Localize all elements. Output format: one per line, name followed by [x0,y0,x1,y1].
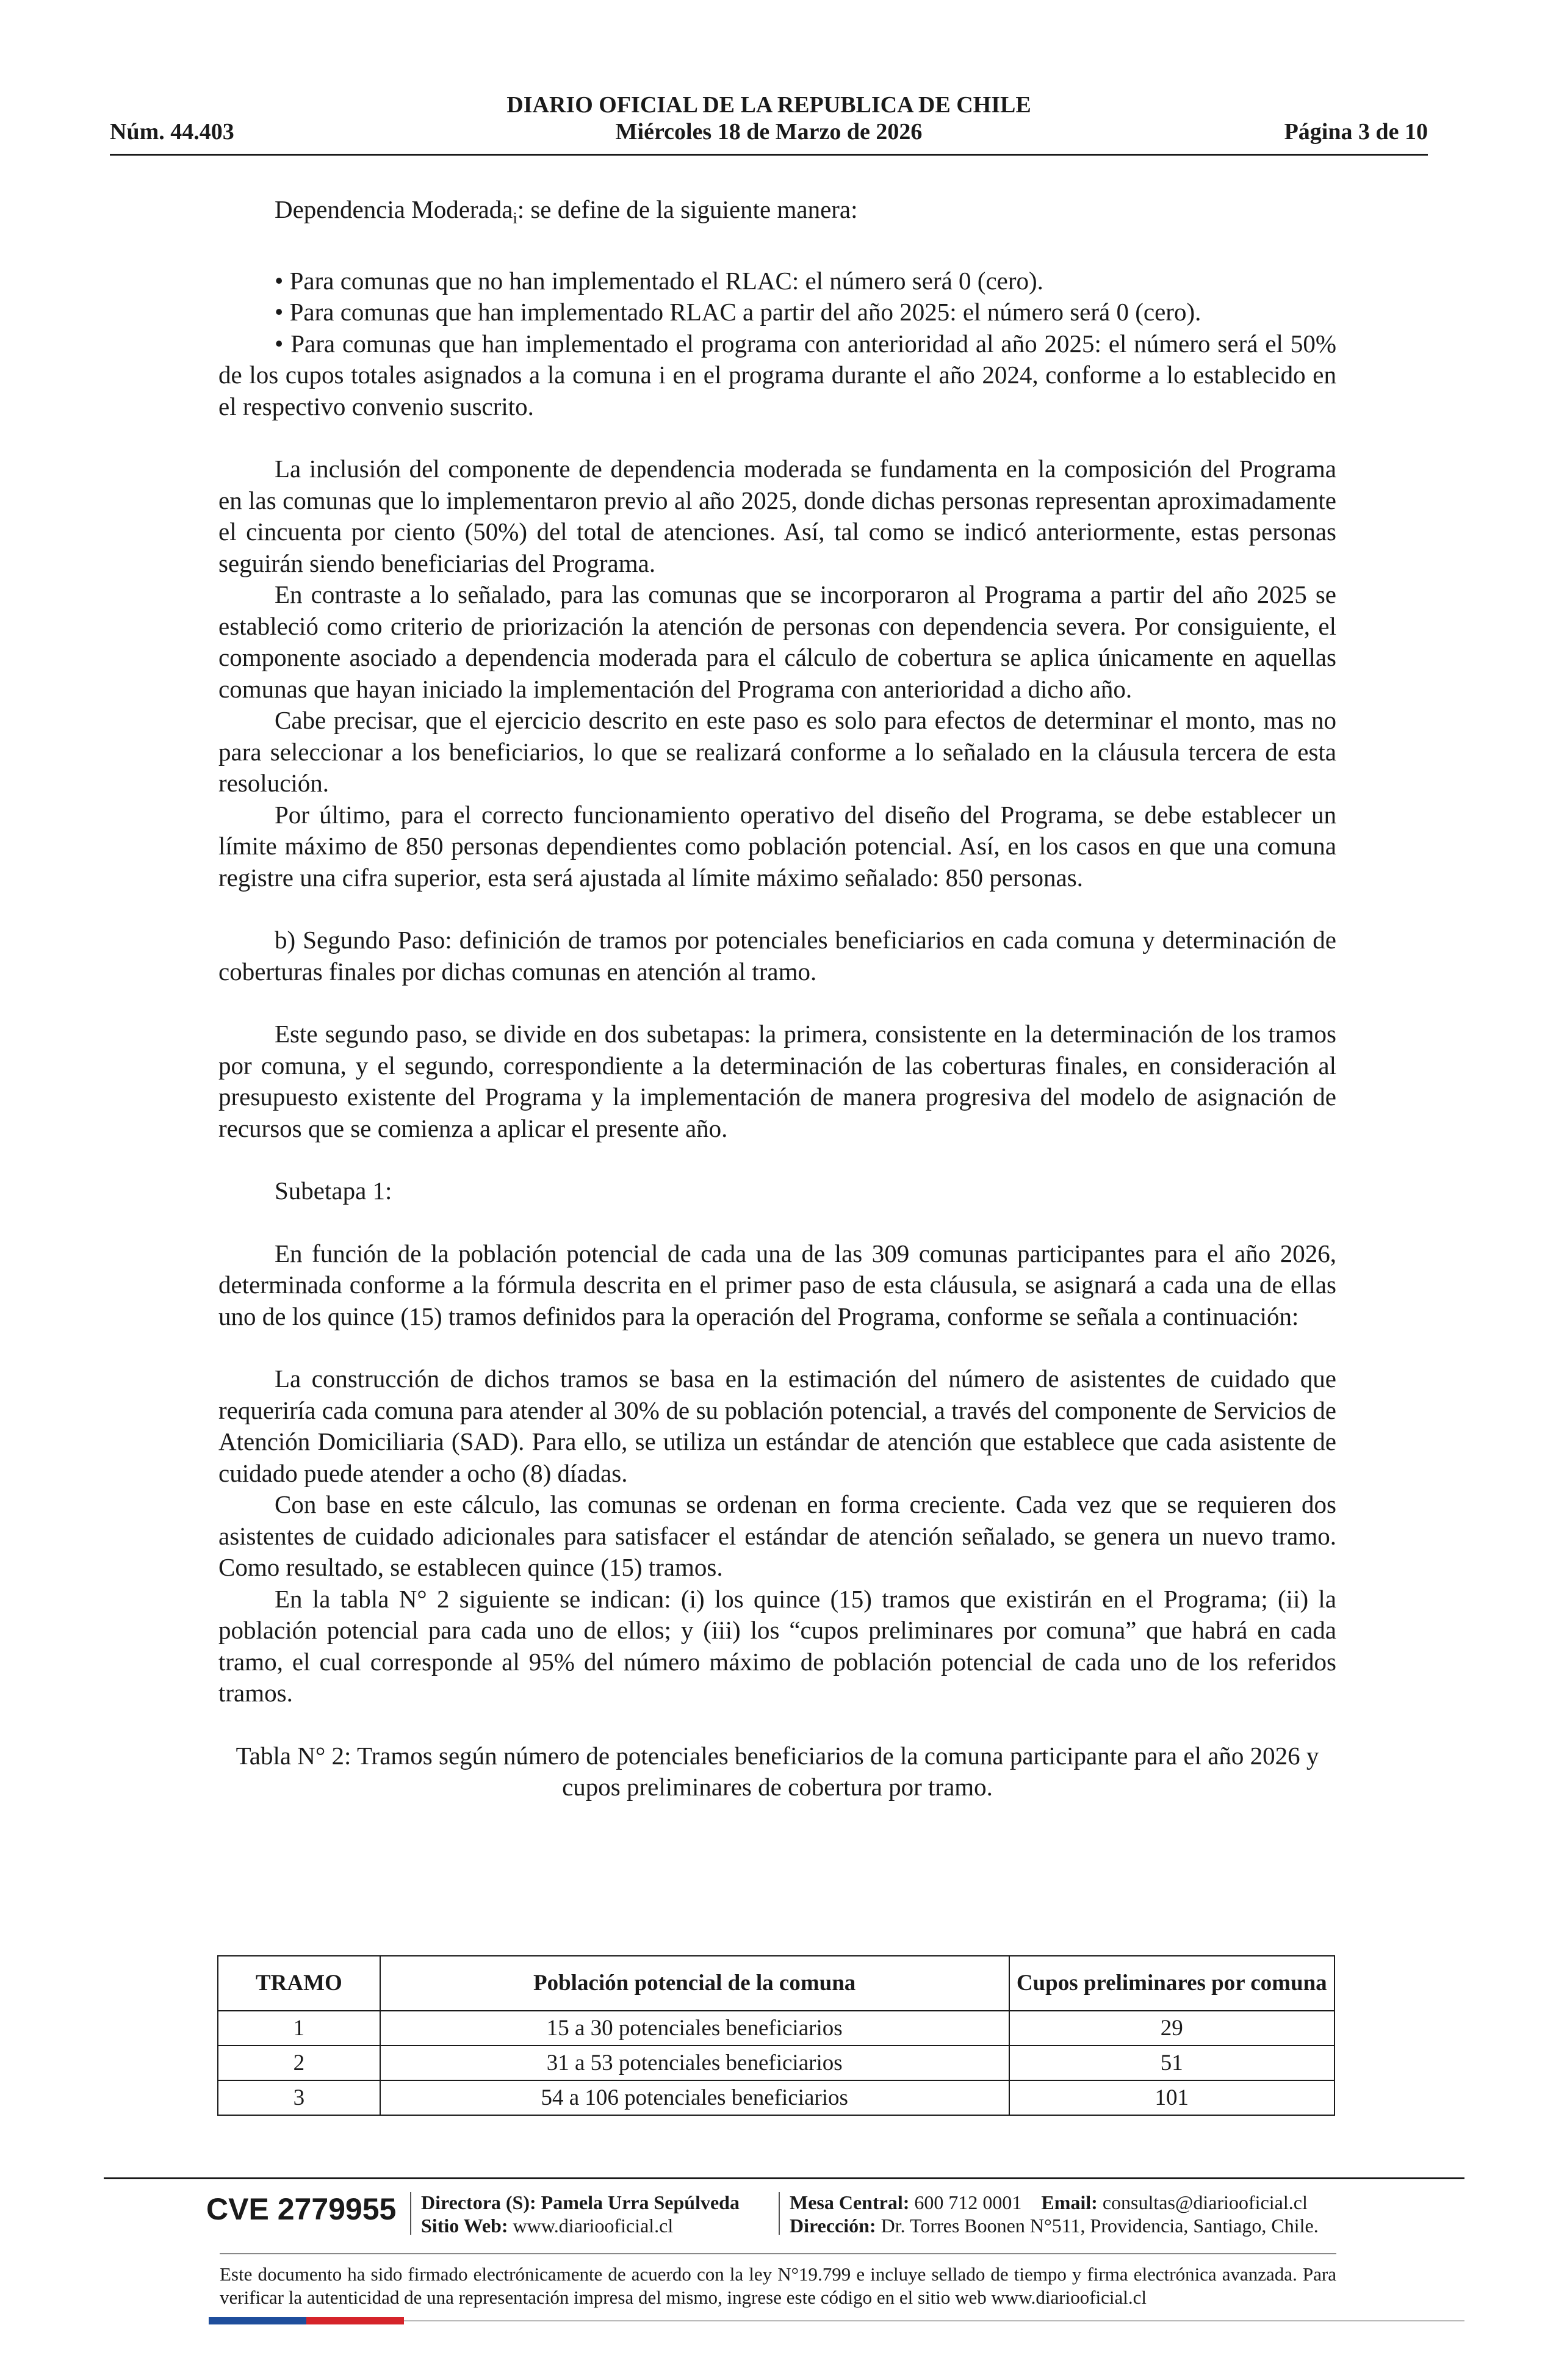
bullet-item: • Para comunas que no han implementado el RLAC: el número será 0 (cero). [275,266,1043,295]
footer-separator [410,2192,411,2235]
paragraph: La construcción de dichos tramos se basa en la estimación del número de asistentes de cuidado que requeriría cada comuna para atender al 30% de su población potencial, a través del componente de Servicios de Atención Domiciliaria (SAD). Para ello, se utiliza un estándar de atención que establece que cada asistente de cuidado puede atender a ocho (8) díadas. [218,1365,1336,1487]
cell-poblacion: 31 a 53 potenciales beneficiarios [380,2046,1009,2080]
term-description: : se define de la siguiente manera: [517,195,858,223]
director-name: Pamela Urra Sepúlveda [541,2191,740,2213]
footer-divider-secondary [220,2253,1336,2254]
paragraph: Cabe precisar, que el ejercicio descrito en este paso es solo para efectos de determinar el monto, mas no para seleccionar a los beneficiarios, lo que se realizará conforme a lo señalado en la cláusula tercera de esta resolución. [218,706,1336,798]
table-row [218,2046,1334,2080]
cell-poblacion: 15 a 30 potenciales beneficiarios [380,2011,1009,2046]
paragraph: Por último, para el correcto funcionamiento operativo del diseño del Programa, se debe establecer un límite máximo de 850 personas dependientes como población potencial. Así, en los casos en que una comuna registre una cifra superior, esta será ajustada al límite máximo señalado: 850 personas. [218,800,1336,892]
paragraph: En contraste a lo señalado, para las comunas que se incorporaron al Programa a partir del año 2025 se estableció como criterio de priorización la atención de personas con dependencia severa. Por consiguiente, el componente asociado a dependencia moderada para el cálculo de cobertura se aplica únicamente en aquellas comunas que hayan iniciado la implementación del Programa con anterioridad a dicho año. [218,580,1336,703]
footer-contact-block [790,2191,1319,2237]
term-subscript: i [513,209,517,228]
issue-number: Núm. 44.403 [110,119,234,145]
cell-cupos: 51 [1009,2046,1335,2080]
subsection-heading: Subetapa 1: [275,1177,392,1205]
cell-cupos: 101 [1009,2080,1335,2115]
website-link[interactable]: www.diariooficial.cl [513,2215,674,2237]
address-value: Dr. Torres Boonen N°511, Providencia, Santiago, Chile. [881,2215,1319,2237]
bullet-item: • Para comunas que han implementado RLAC a partir del año 2025: el número será 0 (cero). [275,298,1201,326]
phone-label: Mesa Central: [790,2191,910,2213]
cell-tramo: 1 [218,2011,380,2046]
cell-poblacion: 54 a 106 potenciales beneficiarios [380,2080,1009,2115]
table-row [218,2011,1334,2046]
term: Dependencia Moderada [275,195,513,223]
cell-tramo: 2 [218,2046,380,2080]
column-header-poblacion: Población potencial de la comuna [380,1956,1009,2011]
header-row [110,118,1428,145]
paragraph: Este segundo paso, se divide en dos subetapas: la primera, consistente en la determinación de los tramos por comuna, y el segundo, correspondiente a la determinación de las coberturas finales, en consideración al presupuesto existente del Programa y la implementación de manera progresiva del modelo de asignación de recursos que se comienza a aplicar el presente año. [218,1020,1336,1142]
section-heading-segundo-paso: b) Segundo Paso: definición de tramos por potenciales beneficiarios en cada comuna y determinación de coberturas finales por dichas comunas en atención al tramo. [218,926,1336,986]
footer-separator [779,2192,780,2235]
legal-notice: Este documento ha sido firmado electrónicamente de acuerdo con la ley N°19.799 e incluye sellado de tiempo y firma electrónica avanzada. Para verificar la autenticidad de una representación impresa del mismo, ingrese este código en el sitio web www.diariooficial.cl [220,2263,1336,2308]
brand-blue-segment [209,2317,306,2324]
column-header-cupos: Cupos preliminares por comuna [1009,1956,1335,2011]
table-header-row [218,1956,1334,2011]
table-caption: Tabla N° 2: Tramos según número de potenciales beneficiarios de la comuna participante para el año 2026 y cupos preliminares de cobertura por tramo. [236,1741,1319,1801]
publication-title: DIARIO OFICIAL DE LA REPUBLICA DE CHILE [506,92,1031,118]
phone-number: 600 712 0001 [914,2191,1022,2213]
page-header [110,92,1428,145]
director-label: Directora (S): [421,2191,536,2213]
table-row [218,2080,1334,2115]
email-label: Email: [1041,2191,1098,2213]
footer-divider [104,2177,1464,2179]
paragraph: En función de la población potencial de cada una de las 309 comunas participantes para el año 2026, determinada conforme a la fórmula descrita en el primer paso de esta cláusula, se asignará a cada una de ellas uno de los quince (15) tramos definidos para la operación del Programa, conforme se señala a continuación: [218,1239,1336,1330]
brand-color-bar [209,2317,404,2324]
cell-cupos: 29 [1009,2011,1335,2046]
address-label: Dirección: [790,2215,876,2237]
cell-tramo: 3 [218,2080,380,2115]
header-divider [110,154,1428,156]
bottom-divider [404,2320,1464,2321]
dependencia-moderada-definition [218,194,1336,234]
paragraph: Con base en este cálculo, las comunas se ordenan en forma creciente. Cada vez que se requieren dos asistentes de cuidado adicionales para satisfacer el estándar de atención señalado, se genera un nuevo tramo. Como resultado, se establecen quince (15) tramos. [218,1490,1336,1582]
email-link[interactable]: consultas@diariooficial.cl [1102,2191,1308,2213]
paragraph: En la tabla N° 2 siguiente se indican: (i) los quince (15) tramos que existirán en el Programa; (ii) la población potencial para cada uno de ellos; y (iii) los “cupos preliminares por comuna” que habrá en cada tramo, el cual corresponde al 95% del número máximo de población potencial de cada uno de los referidos tramos. [218,1584,1336,1707]
paragraph: La inclusión del componente de dependencia moderada se fundamenta en la composición del Programa en las comunas que lo implementaron previo al año 2025, donde dichas personas representan aproximadamente el cincuenta por ciento (50%) del total de atenciones. Así, tal como se indicó anteriormente, estas personas seguirán siendo beneficiarias del Programa. [218,455,1336,577]
page-number: Página 3 de 10 [1284,119,1428,145]
footer-director-block [421,2191,740,2237]
cve-code: CVE 2779955 [206,2192,397,2226]
document-body [218,194,1336,1803]
bullet-item: • Para comunas que han implementado el programa con anterioridad al año 2025: el número será el 50% de los cupos totales asignados a la comuna i en el programa durante el año 2024, conforme a lo establecido en el respectivo convenio suscrito. [218,329,1336,420]
tramos-table [217,1955,1335,2116]
column-header-tramo: TRAMO [218,1956,380,2011]
publication-date: Miércoles 18 de Marzo de 2026 [615,119,923,145]
website-label: Sitio Web: [421,2215,508,2237]
brand-red-segment [306,2317,404,2324]
